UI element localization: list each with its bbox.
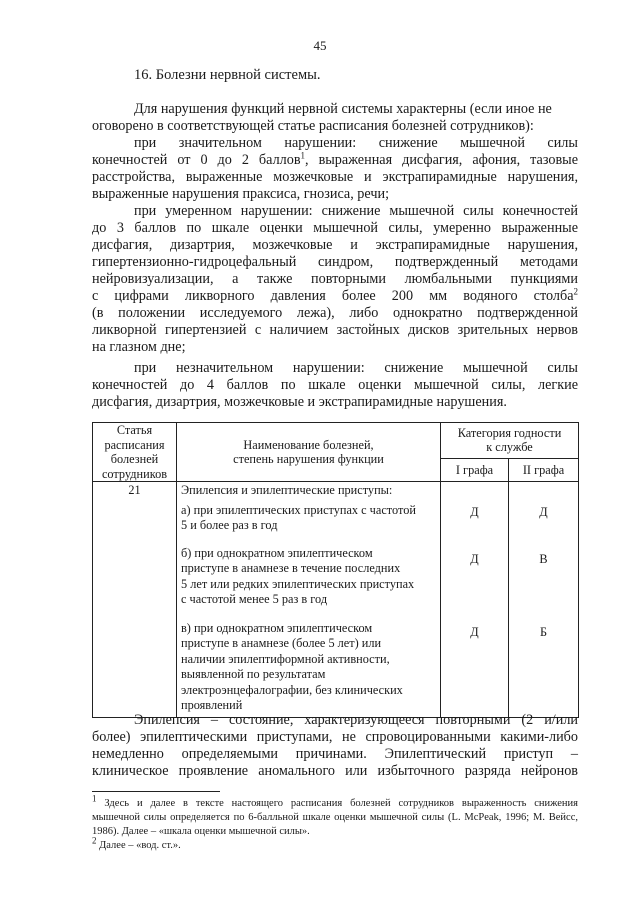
significant-word: силы <box>547 135 578 151</box>
header-text: Статья <box>116 423 153 437</box>
header-text: к службе <box>486 440 533 455</box>
subitem-line: наличии эпилептиформной активности, <box>181 651 390 666</box>
header-name <box>177 423 441 482</box>
significant-line-2 <box>92 152 578 169</box>
subitem-line: а) при эпилептических приступах с частотой <box>181 502 416 517</box>
significant-word: при <box>134 135 157 151</box>
header-col-1: I графа <box>441 458 509 481</box>
moderate-line-6 <box>92 288 578 305</box>
footnote-2 <box>92 835 578 853</box>
footnote-text: Далее – «вод. ст.». <box>99 840 181 851</box>
footnote-text: Здесь и далее в тексте настоящего расписания болезней сотрудников выраженность снижения <box>104 798 578 809</box>
significant-word: мышечной <box>460 135 525 151</box>
section-title: 16. Болезни нервной системы. <box>134 67 321 83</box>
footnote-1-line-3: 1986). Далее – «шкала оценки мышечной силы». <box>92 826 310 837</box>
subitem-a <box>177 503 440 534</box>
moderate-line-9: на глазном дне; <box>92 339 186 355</box>
subitem-c <box>177 621 440 714</box>
minor-word: нарушении: <box>292 360 365 376</box>
table-header-row <box>93 423 579 459</box>
minor-word: снижение <box>384 360 444 376</box>
subitem-line: электроэнцефалографии, без клинических <box>181 682 403 697</box>
epilepsy-line-2: более) эпилептическими приступами, не спровоцированными какими-либо <box>92 729 578 745</box>
grade-a-2: Д <box>539 505 548 519</box>
footnote-rule <box>92 791 220 792</box>
grade-c-2: Б <box>539 625 548 639</box>
footnote-1-line-1 <box>92 793 578 811</box>
moderate-line-7: (в положении исследуемого лежа), либо однократно подтвержденной <box>92 305 578 321</box>
subitem-line: приступе в анамнезе в течение последних <box>181 561 401 575</box>
moderate-line-4: гипертензионно-гидроцефальный синдром, подтвержденный методами <box>92 254 578 270</box>
grade-a-1: Д <box>470 505 479 519</box>
minor-word: незначительном <box>175 360 274 376</box>
table-row <box>93 482 579 718</box>
subitem-line: 5 и более раз в год <box>181 518 278 532</box>
significant-text: , выраженная дисфагия, афония, тазовые <box>305 152 578 168</box>
moderate-line-1: при умеренном нарушении: снижение мышечной силы конечностей <box>134 203 578 219</box>
subitem-b <box>177 546 440 608</box>
epilepsy-line-1: Эпилепсия – состояние, характеризующееся повторными (2 и/или <box>134 712 578 728</box>
header-text: расписания <box>104 437 165 452</box>
minor-word: при <box>134 360 157 376</box>
grade-col-1 <box>441 482 509 718</box>
footnote-1-line-2: мышечной силы определяется по 6-балльной шкале оценки мышечной силы (L. McPeak, 1996; М. Вейсс, <box>92 812 578 823</box>
disease-cell <box>177 482 441 718</box>
moderate-text: с цифрами ликворного давления более 200 мм водяного столба <box>92 288 574 304</box>
header-text: Наименование болезней, <box>243 437 374 452</box>
significant-word: снижение <box>378 135 438 151</box>
subitem-line: в) при однократном эпилептическом <box>181 620 373 635</box>
intro-line-1: Для нарушения функций нервной системы характерны (если иное не <box>134 101 552 117</box>
significant-line-3: расстройства, выраженные мозжечковые и экстрапирамидные нарушения, <box>92 169 578 185</box>
subitem-line: выявленной по результатам <box>181 667 326 681</box>
header-col-2: II графа <box>509 458 579 481</box>
minor-word: мышечной <box>462 360 528 376</box>
intro-line-2: оговорено в соответствующей статье расписания болезней сотрудников): <box>92 118 534 134</box>
epilepsy-line-3: немедленно определяемыми причинами. Эпилептический приступ – <box>92 746 578 762</box>
significant-line-1 <box>134 135 578 152</box>
subitem-line: приступе в анамнезе (более 5 лет) или <box>181 636 382 650</box>
header-category <box>441 423 579 459</box>
grade-col-2 <box>509 482 579 718</box>
grade-b-1: Д <box>470 552 479 566</box>
moderate-line-2: до 3 баллов по шкале оценки мышечной силы, умеренно выраженные <box>92 220 578 236</box>
significant-line-4: выраженные нарушения праксиса, гнозиса, речи; <box>92 186 390 202</box>
footnote-mark-2: 2 <box>92 835 97 846</box>
page-number: 45 <box>313 38 327 53</box>
header-text: степень нарушения функции <box>233 452 384 466</box>
footnote-ref-2: 2 <box>573 286 578 297</box>
significant-word: нарушении: <box>284 135 357 151</box>
minor-line-2: конечностей до 4 баллов по шкале оценки мышечной силы, легкие <box>92 377 578 393</box>
header-article <box>93 423 177 482</box>
footnote-ref-1: 1 <box>300 150 306 161</box>
disease-name: Эпилепсия и эпилептические приступы: <box>181 483 393 497</box>
significant-text: конечностей от 0 до 2 баллов <box>92 152 301 168</box>
moderate-line-3: дисфагия, дизартрия, мозжечковые и экстрапирамидные нарушения, <box>92 237 578 253</box>
subitem-line: б) при однократном эпилептическом <box>181 545 373 560</box>
subitem-line: проявлений <box>181 698 243 712</box>
epilepsy-line-4: клиническое проявление аномального или избыточного разряда нейронов <box>92 763 578 779</box>
header-text: болезней <box>110 452 159 466</box>
article-number: 21 <box>93 482 177 718</box>
header-text: Категория годности <box>457 425 562 440</box>
subitem-line: с частотой менее 5 раз в год <box>181 592 328 606</box>
fitness-table <box>92 422 579 718</box>
minor-line-3: дисфагия, дизартрия, мозжечковые и экстрапирамидные нарушения. <box>92 394 507 410</box>
grade-b-2: В <box>539 552 548 566</box>
grade-c-1: Д <box>470 625 479 639</box>
minor-word: силы <box>547 360 578 376</box>
moderate-line-8: ликворной гипертензией с наличием застойных дисков зрительных нервов <box>92 322 578 338</box>
minor-line-1 <box>134 360 578 377</box>
footnote-mark-1: 1 <box>92 793 97 804</box>
header-text: сотрудников <box>101 466 168 481</box>
subitem-line: 5 лет или редких эпилептических приступах <box>181 576 415 591</box>
significant-word: значительном <box>178 135 262 151</box>
moderate-line-5: нейровизуализации, а также повторными люмбальными пункциями <box>92 271 578 287</box>
